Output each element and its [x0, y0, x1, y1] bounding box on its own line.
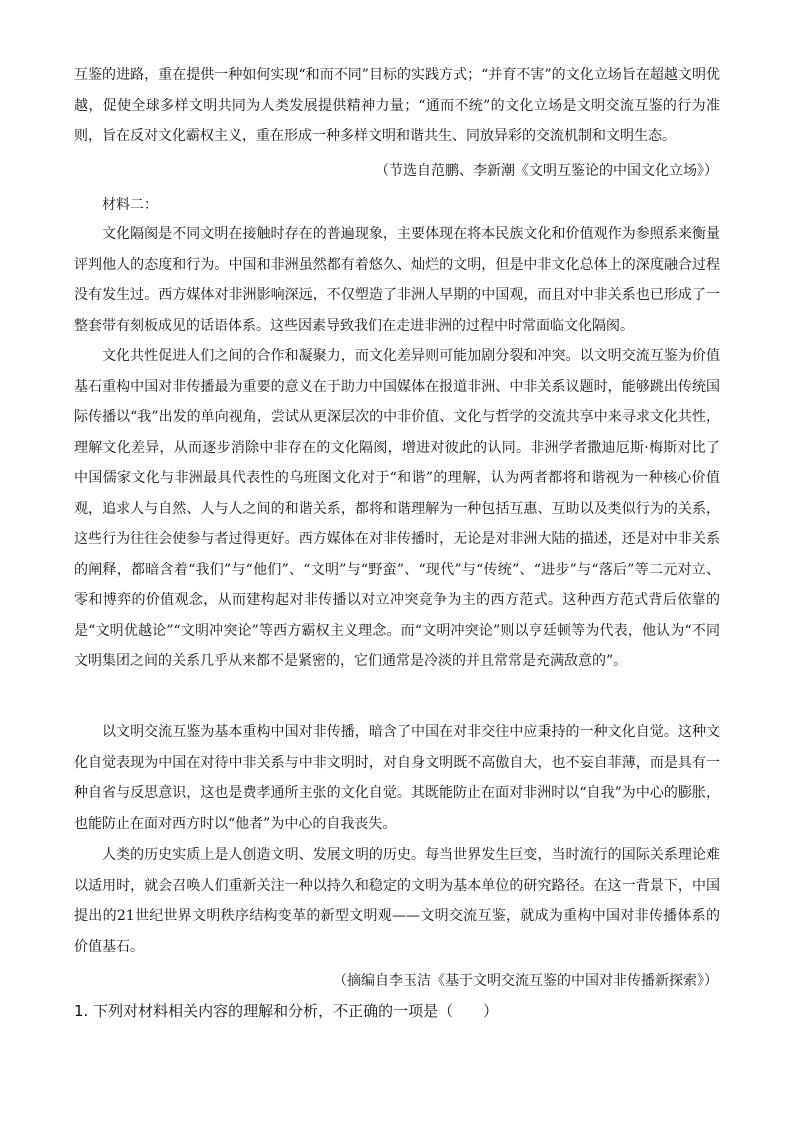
- paragraph-3: 以文明交流互鉴为基本重构中国对非传播，暗含了中国在对非交往中应秉持的一种文化自觉。这种文化自觉表现为中国在对待中非关系与中非文明时，对自身文明既不高傲自大，也不妄自菲薄，而是具有一种自省与反思意识，这也是费孝通所主张的文化自觉。其既能防止在面对非洲时以“自我”为中心的膨胀，也能防止在面对西方时以“他者”为中心的自我丧失。: [74, 724, 720, 832]
- paragraph-2: 文化共性促进人们之间的合作和凝聚力，而文化差异则可能加剧分裂和冲突。以文明交流互鉴为价值基石重构中国对非传播最为重要的意义在于助力中国媒体在报道非洲、中非关系议题时，能够跳出传统国际传播以“我”出发的单向视角，尝试从更深层次的中非价值、文化与哲学的交流共享中来寻求文化共性，理解文化差异，从而逐步消除中非存在的文化隔阂，增进对彼此的认同。非洲学者撒迪厄斯·梅斯对比了中国儒家文化与非洲最具代表性的乌班图文化对于“和谐”的理解，认为两者都将和谐视为一种核心价值观，追求人与自然、人与人之间的和谐关系，都将和谐理解为一种包括互惠、互助以及类似行为的关系，这些行为往往会使参与者过得更好。西方媒体在对非传播时，无论是对非洲大陆的描述，还是对中非关系的阐释，都暗含着“我们”与“他们”、“文明”与“野蛮”、“现代”与“传统”、“进步”与“落后”等二元对立、零和博弈的价值观念，从而建构起对非传播以对立冲突竞争为主的西方范式。这种西方范式背后依靠的是“文明优越论”“文明冲突论”等西方霸权主义理念。而“文明冲突论”则以亨廷顿等为代表，他认为“不同文明集团之间的关系几乎从来都不是紧密的，它们通常是冷淡的并且常常是充满敌意的”。: [74, 348, 720, 669]
- material-two-label: 材料二：: [102, 197, 158, 213]
- source-citation-1: （节选自范鹏、李新潮《文明互鉴论的中国文化立场》）: [375, 163, 718, 179]
- paragraph-1: 文化隔阂是不同文明在接触时存在的普遍现象，主要体现在将本民族文化和价值观作为参照系来衡量评判他人的态度和行为。中国和非洲虽然都有着悠久、灿烂的文明，但是中非文化总体上的深度融合过程没有发生过。西方媒体对非洲影响深远，不仅塑造了非洲人早期的中国观，而且对中非关系也已形成了一整套带有刻板成见的话语体系。这些因素导致我们在走进非洲的过程中时常面临文化隔阂。: [74, 226, 720, 334]
- source-citation-2: （摘编自李玉洁《基于文明交流互鉴的中国对非传播新探索》）: [333, 973, 718, 989]
- paragraph-continuation: 互鉴的进路，重在提供一种如何实现“和而不同”目标的实践方式；“并育不害”的文化立场旨在超越文明优越，促使全球多样文明共同为人类发展提供精神力量；“通而不统”的文化立场是文明交流互鉴的行为准则，旨在反对文化霸权主义，重在形成一种多样文明和谐共生、同放异彩的交流机制和文明生态。: [74, 67, 720, 144]
- paragraph-4: 人类的历史实质上是人创造文明、发展文明的历史。每当世界发生巨变，当时流行的国际关系理论难以适用时，就会召唤人们重新关注一种以持久和稳定的文明为基本单位的研究路径。在这一背景下，中国提出的21世纪世界文明秩序结构变革的新型文明观——文明交流互鉴，就成为重构中国对非传播体系的价值基石。: [74, 847, 720, 955]
- question-1: 1. 下列对材料相关内容的理解和分析，不正确的一项是（ ）: [74, 1002, 499, 1020]
